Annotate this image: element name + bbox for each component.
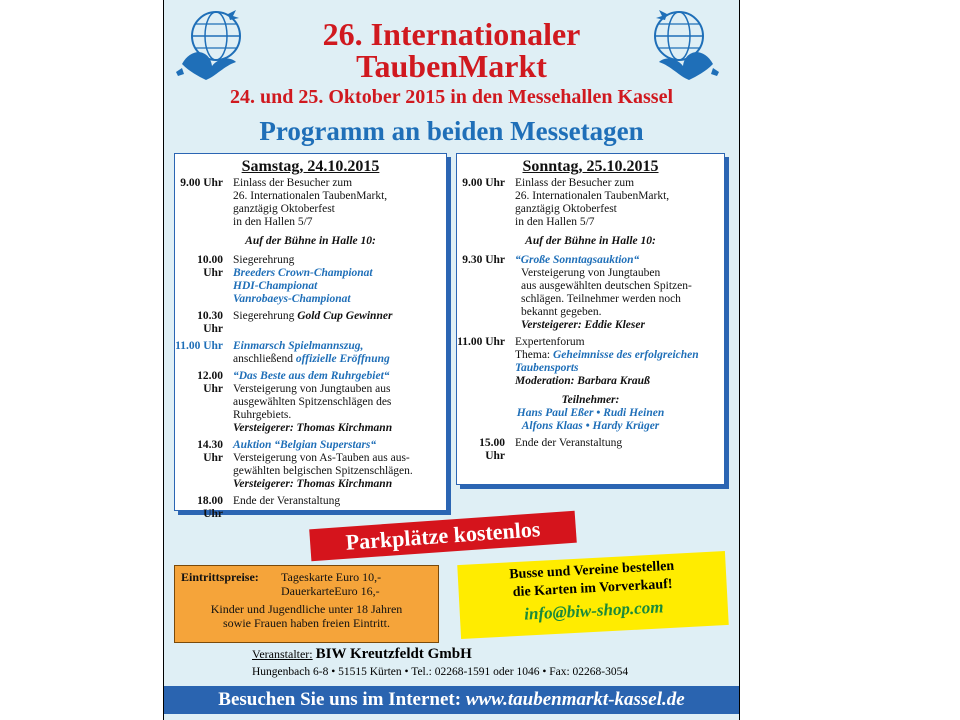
auctioneer: Versteigerer: Eddie Kleser	[521, 319, 645, 331]
free-admission-note: Kinder und Jugendliche unter 18 Jahren	[210, 602, 403, 616]
poster	[163, 0, 740, 720]
desc-line: Expertenforum	[515, 336, 585, 348]
participants-line: Alfons Klaas • Hardy Krüger	[521, 420, 660, 432]
auction-title: Auktion “Belgian Superstars“	[233, 439, 377, 451]
prices-label: Eintrittspreise:	[181, 570, 259, 584]
website-banner	[164, 686, 739, 714]
moderator: Moderation: Barbara Krauß	[515, 375, 650, 387]
desc-line: Versteigerung von Jungtauben aus	[233, 383, 391, 395]
season-ticket-price: DauerkarteEuro 16,-	[281, 584, 380, 598]
entry-time: 10.30 Uhr	[197, 310, 223, 335]
desc-line: 26. Internationalen TaubenMarkt,	[233, 190, 388, 202]
prices-spacer	[181, 584, 281, 598]
entry-description	[233, 370, 446, 435]
desc-line: aus ausgewählten deutschen Spitzen-	[521, 280, 692, 292]
schedule-entry	[175, 340, 446, 366]
saturday-program	[174, 153, 447, 520]
desc-line: in den Hallen 5/7	[515, 216, 595, 228]
entry-time: 9.00 Uhr	[180, 177, 223, 189]
admission-prices	[174, 565, 439, 643]
entry-description: Ende der Veranstaltung	[515, 437, 623, 449]
entry-time: 14.30 Uhr	[197, 439, 223, 464]
desc-line: in den Hallen 5/7	[233, 216, 313, 228]
desc-line: 26. Internationalen TaubenMarkt,	[515, 190, 670, 202]
desc-highlight: offizielle Eröffnung	[295, 353, 390, 365]
website-text: Besuchen Sie uns im Internet:	[218, 689, 462, 710]
presale-box	[457, 551, 729, 639]
organizer-name: BIW Kreutzfeldt GmbH	[315, 646, 472, 662]
saturday-title: Samstag, 24.10.2015	[241, 158, 380, 175]
championship-name: Breeders Crown-Championat	[233, 267, 373, 279]
entry-description: Ende der Veranstaltung	[233, 495, 341, 507]
schedule-entry	[175, 439, 446, 491]
participants-line: Hans Paul Eßer • Rudi Heinen	[516, 407, 665, 419]
schedule-entry	[457, 336, 724, 388]
topic-text: Geheimnisse des erfolgreichen	[553, 349, 699, 361]
participants-label: Teilnehmer:	[561, 394, 620, 406]
schedule-entry	[175, 370, 446, 435]
presale-line: die Karten im Vorverkauf!	[512, 576, 673, 601]
entry-time: 11.00 Uhr	[175, 340, 223, 352]
schedule-entry	[457, 437, 724, 463]
program-heading: Programm an beiden Messetagen	[259, 116, 644, 146]
schedule-entry	[175, 254, 446, 306]
entry-time: 9.00 Uhr	[462, 177, 505, 189]
organizer	[252, 646, 472, 663]
desc-line: Versteigerung von Jungtauben	[521, 267, 661, 279]
topic-label: Thema:	[515, 349, 551, 361]
desc-line: Ruhrgebiets.	[233, 409, 292, 421]
schedule-entry	[175, 177, 446, 229]
title-line2: TaubenMarkt	[356, 48, 547, 84]
schedule-entry	[175, 495, 446, 521]
desc-line: Siegerehrung	[233, 254, 295, 266]
entry-description	[515, 336, 724, 388]
order-email-link[interactable]: info@biw-shop.com	[523, 597, 664, 624]
auction-title: “Das Beste aus dem Ruhrgebiet“	[233, 370, 390, 382]
auctioneer: Versteigerer: Thomas Kirchmann	[233, 478, 393, 490]
organizer-label: Veranstalter:	[252, 647, 313, 661]
desc-line: ausgewählten Spitzenschlägen des	[233, 396, 392, 408]
stage-heading: Auf der Bühne in Halle 10:	[245, 235, 376, 247]
organizer-address: Hungenbach 6-8 • 51515 Kürten • Tel.: 02268-1591 oder 1046 • Fax: 02268-3054	[252, 666, 629, 678]
entry-description	[457, 267, 724, 332]
entry-time: 12.00 Uhr	[197, 370, 223, 395]
entry-time: 15.00 Uhr	[479, 437, 505, 462]
sunday-program	[456, 153, 725, 485]
entry-time: 10.00 Uhr	[197, 254, 223, 279]
desc-line: Einlass der Besucher zum	[515, 177, 635, 189]
desc-line: Versteigerung von As-Tauben aus aus-	[233, 452, 410, 464]
entry-time: 9.30 Uhr	[462, 254, 505, 266]
schedule-entry	[175, 310, 446, 336]
desc-line: ganztägig Oktoberfest	[515, 203, 617, 215]
schedule-entry	[457, 254, 724, 267]
day-ticket-price: Tageskarte Euro 10,-	[281, 570, 382, 584]
free-admission-note: sowie Frauen haben freien Eintritt.	[223, 616, 390, 630]
desc-highlight: Einmarsch Spielmannszug,	[233, 340, 364, 352]
entry-description	[233, 310, 446, 336]
sunday-title: Sonntag, 25.10.2015	[522, 158, 659, 175]
entry-description	[515, 177, 724, 229]
entry-description	[233, 340, 446, 366]
desc-line: gewählten belgischen Spitzenschlägen.	[233, 465, 413, 477]
stage-heading: Auf der Bühne in Halle 10:	[525, 235, 656, 247]
auction-title: “Große Sonntagsauktion“	[515, 254, 640, 266]
entry-time: 11.00 Uhr	[457, 336, 505, 348]
topic-text: Taubensports	[515, 362, 579, 374]
entry-description	[233, 254, 446, 306]
event-dates: 24. und 25. Oktober 2015 in den Messehallen Kassel	[229, 86, 674, 108]
desc-line: ganztägig Oktoberfest	[233, 203, 335, 215]
title-line1: 26. Internationaler	[322, 16, 581, 52]
prices-row	[181, 584, 432, 598]
desc-text: anschließend	[233, 353, 294, 365]
desc-text: Siegerehrung	[233, 310, 295, 322]
entry-time: 18.00 Uhr	[197, 495, 223, 520]
desc-line: schlägen. Teilnehmer werden noch	[521, 293, 681, 305]
prices-row	[181, 570, 432, 584]
presale-line: Busse und Vereine bestellen	[508, 558, 675, 583]
desc-line: Einlass der Besucher zum	[233, 177, 353, 189]
entry-description	[233, 177, 446, 229]
desc-line: bekannt gegeben.	[521, 306, 602, 318]
award-name: Gold Cup Gewinner	[297, 310, 393, 322]
entry-description	[233, 439, 446, 491]
schedule-entry	[457, 177, 724, 229]
championship-name: HDI-Championat	[233, 280, 318, 292]
auctioneer: Versteigerer: Thomas Kirchmann	[233, 422, 393, 434]
championship-name: Vanrobaeys-Championat	[233, 293, 351, 305]
website-link[interactable]: www.taubenmarkt-kassel.de	[465, 689, 685, 710]
parking-banner: Parkplätze kostenlos	[309, 511, 577, 561]
